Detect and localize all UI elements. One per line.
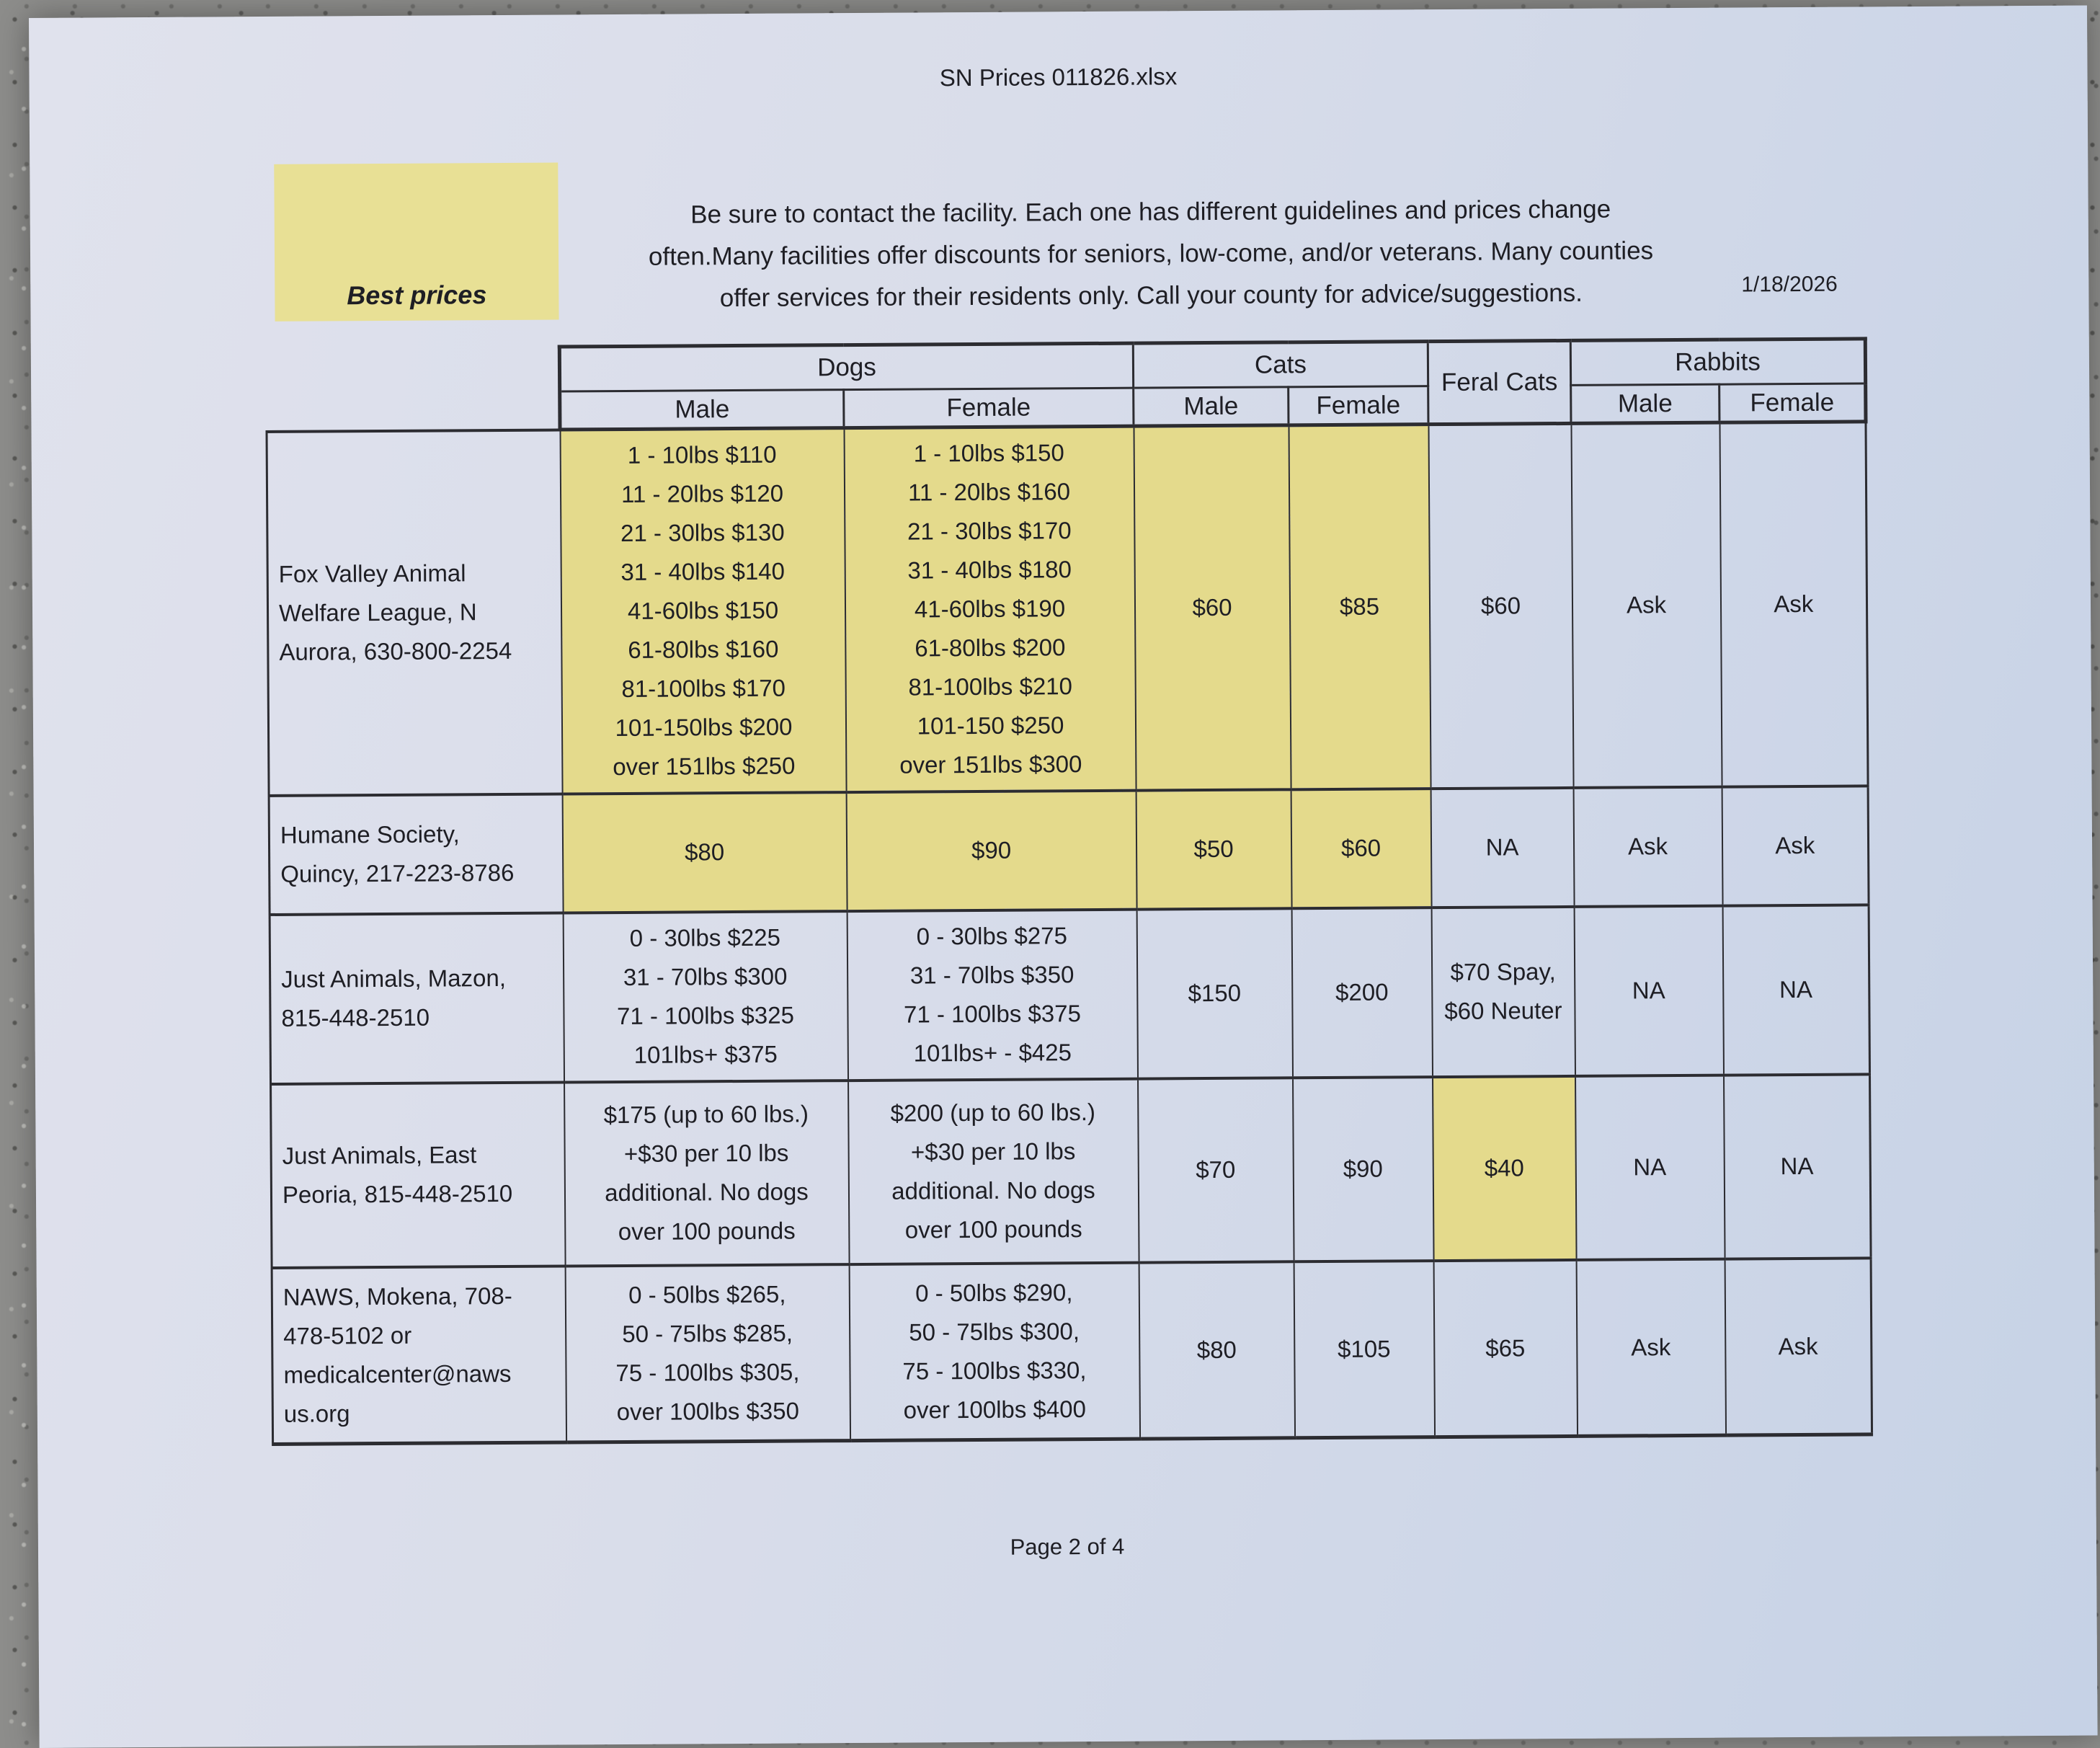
facility-name: Just Animals, East Peoria, 815-448-2510 xyxy=(271,1082,566,1267)
rabbits-male-price: NA xyxy=(1575,1075,1725,1259)
col-group-rabbits: Rabbits xyxy=(1570,339,1865,385)
cats-male-price: $50 xyxy=(1136,789,1291,909)
date-label: 1/18/2026 xyxy=(1741,272,1838,297)
cats-male-price: $70 xyxy=(1138,1078,1294,1262)
header-spacer xyxy=(267,391,560,431)
feral-cats-price: $60 xyxy=(1428,423,1573,788)
intro-line-3: offer services for their residents only. Call your county for advice/suggestions. xyxy=(719,278,1583,313)
col-dogs-male: Male xyxy=(560,390,844,430)
rabbits-female-price: NA xyxy=(1724,1074,1872,1259)
cats-female-price: $85 xyxy=(1289,425,1431,789)
facility-name: NAWS, Mokena, 708- 478-5102 or medicalcenter@naws us.org xyxy=(272,1266,566,1444)
dogs-male-price: 0 - 50lbs $265, 50 - 75lbs $285, 75 - 100lbs $305, over 100lbs $350 xyxy=(565,1264,850,1442)
cats-female-price: $90 xyxy=(1293,1077,1434,1261)
feral-cats-price: $70 Spay, $60 Neuter xyxy=(1431,906,1575,1076)
cats-female-price: $60 xyxy=(1291,789,1431,908)
rabbits-female-price: Ask xyxy=(1725,1258,1872,1435)
col-rabbits-female: Female xyxy=(1719,383,1866,422)
rabbits-male-price: Ask xyxy=(1573,786,1722,906)
dogs-female-price: 0 - 50lbs $290, 50 - 75lbs $300, 75 - 100lbs $330, over 100lbs $400 xyxy=(849,1262,1139,1440)
col-dogs-female: Female xyxy=(844,388,1134,427)
rabbits-female-price: Ask xyxy=(1719,422,1868,786)
table-row xyxy=(272,1258,1872,1445)
table-row xyxy=(271,1074,1872,1268)
cats-female-price: $105 xyxy=(1294,1261,1434,1438)
rabbits-male-price: Ask xyxy=(1576,1259,1725,1436)
cats-male-price: $150 xyxy=(1136,908,1292,1078)
rabbits-female-price: NA xyxy=(1722,905,1869,1075)
paper-sheet xyxy=(29,6,2098,1748)
intro-line-2: often.Many facilities offer discounts for seniors, low-come, and/or veterans. Many counties xyxy=(648,236,1654,271)
best-prices-label: Best prices xyxy=(347,280,487,311)
rabbits-male-price: NA xyxy=(1574,905,1723,1075)
table-row xyxy=(267,422,1868,796)
price-table xyxy=(265,337,1874,1446)
facility-name: Fox Valley Animal Welfare League, N Aurora, 630-800-2254 xyxy=(267,430,562,795)
feral-cats-price: NA xyxy=(1431,787,1574,907)
dogs-male-price: $175 (up to 60 lbs.) +$30 per 10 lbs additional. No dogs over 100 pounds xyxy=(564,1081,850,1266)
dogs-female-price: 0 - 30lbs $275 31 - 70lbs $350 71 - 100lbs $375 101lbs+ - $425 xyxy=(847,909,1137,1080)
facility-name: Just Animals, Mazon, 815-448-2510 xyxy=(270,913,564,1083)
intro-line-1: Be sure to contact the facility. Each one has different guidelines and prices change xyxy=(690,195,1611,229)
table-row xyxy=(269,786,1869,915)
best-prices-legend xyxy=(274,163,559,321)
dogs-male-price: 1 - 10lbs $110 11 - 20lbs $120 21 - 30lbs $130 31 - 40lbs $140 41-60lbs $150 61-80lbs $160 81-100lbs $170 101-150lbs $200 over 151lbs $250 xyxy=(560,428,846,794)
cats-female-price: $200 xyxy=(1291,908,1432,1078)
col-cats-female: Female xyxy=(1289,386,1428,425)
page-footer: Page 2 of 4 xyxy=(1010,1533,1125,1560)
col-rabbits-male: Male xyxy=(1571,384,1719,423)
document-title: SN Prices 011826.xlsx xyxy=(939,63,1178,92)
facility-name: Humane Society, Quincy, 217-223-8786 xyxy=(269,794,563,914)
dogs-female-price: $90 xyxy=(846,790,1136,910)
col-group-dogs: Dogs xyxy=(559,343,1133,391)
cats-male-price: $60 xyxy=(1134,425,1291,790)
col-cats-male: Male xyxy=(1134,387,1289,426)
intro-note xyxy=(564,188,1739,321)
dogs-male-price: $80 xyxy=(562,792,847,913)
cats-male-price: $80 xyxy=(1139,1261,1294,1439)
table-row xyxy=(270,905,1869,1084)
col-group-feral-cats: Feral Cats xyxy=(1428,340,1571,424)
dogs-female-price: $200 (up to 60 lbs.) +$30 per 10 lbs additional. No dogs over 100 pounds xyxy=(848,1078,1139,1264)
col-group-cats: Cats xyxy=(1133,342,1428,388)
dogs-male-price: 0 - 30lbs $225 31 - 70lbs $300 71 - 100lbs $325 101lbs+ $375 xyxy=(563,911,847,1082)
rabbits-female-price: Ask xyxy=(1722,786,1869,905)
header-spacer xyxy=(266,347,559,393)
rabbits-male-price: Ask xyxy=(1571,422,1722,787)
feral-cats-price: $65 xyxy=(1433,1259,1577,1437)
feral-cats-price: $40 xyxy=(1433,1075,1577,1260)
dogs-female-price: 1 - 10lbs $150 11 - 20lbs $160 21 - 30lbs $170 31 - 40lbs $180 41-60lbs $190 61-80lbs $200 81-100lbs $210 101-150 $250 over 151lbs $300 xyxy=(844,426,1136,791)
